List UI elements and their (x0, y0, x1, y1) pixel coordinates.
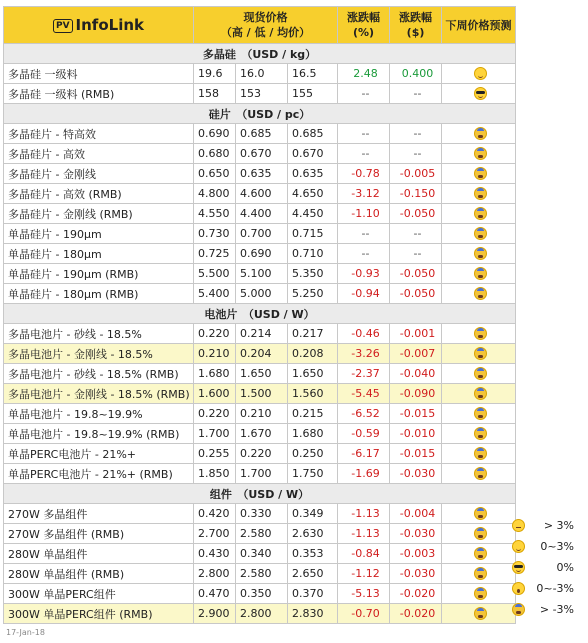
change-pct: -0.94 (338, 284, 390, 304)
price-avg: 2.650 (288, 564, 338, 584)
price-high: 0.255 (194, 444, 236, 464)
table-row (4, 244, 516, 264)
table-row (4, 584, 516, 604)
table-row (4, 404, 516, 424)
fear-face-icon (474, 187, 487, 200)
product-name: 单晶硅片 - 180μm (RMB) (4, 284, 194, 304)
price-avg: 0.370 (288, 584, 338, 604)
fear-face-icon (474, 207, 487, 220)
price-low: 0.220 (236, 444, 288, 464)
pv-logo-icon: PV (53, 19, 73, 33)
section-header (4, 304, 516, 324)
table-row (4, 504, 516, 524)
price-low: 0.204 (236, 344, 288, 364)
fear-face-icon (474, 367, 487, 380)
forecast-cell (442, 364, 516, 384)
forecast-cell (442, 204, 516, 224)
product-name: 单晶电池片 - 19.8~19.9% (4, 404, 194, 424)
product-name: 多晶硅片 - 金刚线 (RMB) (4, 204, 194, 224)
product-name: 300W 单晶PERC组件 (4, 584, 194, 604)
price-low: 0.685 (236, 124, 288, 144)
forecast-cell (442, 504, 516, 524)
price-avg: 0.670 (288, 144, 338, 164)
price-high: 2.900 (194, 604, 236, 624)
price-low: 0.350 (236, 584, 288, 604)
product-name: 270W 多晶组件 (RMB) (4, 524, 194, 544)
price-avg: 0.635 (288, 164, 338, 184)
change-pct: -5.45 (338, 384, 390, 404)
fear-face-icon (474, 147, 487, 160)
change-abs: -- (390, 224, 442, 244)
price-avg: 155 (288, 84, 338, 104)
price-avg: 1.750 (288, 464, 338, 484)
legend-item (512, 537, 574, 556)
change-pct: -0.84 (338, 544, 390, 564)
change-abs: -0.004 (390, 504, 442, 524)
price-avg: 4.650 (288, 184, 338, 204)
price-low: 4.400 (236, 204, 288, 224)
change-abs-unit: ($) (406, 26, 425, 39)
change-pct: -- (338, 224, 390, 244)
change-abs: -0.005 (390, 164, 442, 184)
change-pct: -- (338, 144, 390, 164)
price-table (3, 6, 516, 624)
product-name: 280W 单晶组件 (4, 544, 194, 564)
product-name: 多晶电池片 - 金刚线 - 18.5% (4, 344, 194, 364)
legend-item (512, 600, 574, 619)
price-high: 1.680 (194, 364, 236, 384)
price-low: 0.210 (236, 404, 288, 424)
change-pct: -0.70 (338, 604, 390, 624)
table-row (4, 344, 516, 364)
fear-face-icon (474, 527, 487, 540)
forecast-cell (442, 464, 516, 484)
change-abs: -0.050 (390, 264, 442, 284)
section-title: 组件 （USD / W） (4, 484, 516, 504)
fear-face-icon (474, 547, 487, 560)
change-abs: -- (390, 124, 442, 144)
price-avg: 0.715 (288, 224, 338, 244)
price-low: 0.700 (236, 224, 288, 244)
section-title: 电池片 （USD / W） (4, 304, 516, 324)
change-pct: 2.48 (338, 64, 390, 84)
section-header (4, 44, 516, 64)
change-pct: -1.13 (338, 504, 390, 524)
forecast-cell (442, 564, 516, 584)
price-low: 0.690 (236, 244, 288, 264)
price-low: 2.800 (236, 604, 288, 624)
fear-face-icon (474, 507, 487, 520)
table-row (4, 524, 516, 544)
fear-face-icon (474, 567, 487, 580)
change-pct: -1.13 (338, 524, 390, 544)
change-abs: -0.003 (390, 544, 442, 564)
price-low: 2.580 (236, 564, 288, 584)
price-high: 4.550 (194, 204, 236, 224)
change-pct: -6.52 (338, 404, 390, 424)
fear-face-icon (474, 327, 487, 340)
legend-label: 0% (556, 561, 574, 574)
change-abs: -0.030 (390, 464, 442, 484)
product-name: 单晶硅片 - 180μm (4, 244, 194, 264)
fear-face-icon (474, 347, 487, 360)
logo (4, 7, 194, 44)
table-row (4, 184, 516, 204)
price-avg: 1.560 (288, 384, 338, 404)
forecast-cell (442, 124, 516, 144)
price-avg: 0.217 (288, 324, 338, 344)
price-avg: 2.830 (288, 604, 338, 624)
table-row (4, 224, 516, 244)
cool-face-icon (512, 561, 525, 574)
table-row (4, 144, 516, 164)
table-row (4, 264, 516, 284)
product-name: 单晶硅片 - 190μm (RMB) (4, 264, 194, 284)
forecast-cell (442, 404, 516, 424)
product-name: 单晶PERC电池片 - 21%+ (RMB) (4, 464, 194, 484)
fear-face-icon (474, 467, 487, 480)
section-title: 多晶硅 （USD / kg） (4, 44, 516, 64)
forecast-cell (442, 584, 516, 604)
price-low: 1.650 (236, 364, 288, 384)
forecast-cell (442, 224, 516, 244)
price-avg: 16.5 (288, 64, 338, 84)
price-high: 5.400 (194, 284, 236, 304)
forecast-cell (442, 344, 516, 364)
change-pct: -- (338, 124, 390, 144)
price-avg: 1.680 (288, 424, 338, 444)
table-header (4, 7, 516, 44)
price-low: 1.670 (236, 424, 288, 444)
price-low: 1.700 (236, 464, 288, 484)
price-avg: 2.630 (288, 524, 338, 544)
price-low: 0.214 (236, 324, 288, 344)
legend-label: 0~3% (540, 540, 574, 553)
price-high: 0.730 (194, 224, 236, 244)
change-abs: -- (390, 244, 442, 264)
change-pct: -- (338, 244, 390, 264)
forecast-cell (442, 544, 516, 564)
footer-date: 17-Jan-18 (6, 628, 45, 637)
product-name: 单晶PERC电池片 - 21%+ (4, 444, 194, 464)
change-abs: -- (390, 84, 442, 104)
change-pct: -3.12 (338, 184, 390, 204)
change-pct: -1.69 (338, 464, 390, 484)
fear-face-icon (474, 427, 487, 440)
price-high: 1.600 (194, 384, 236, 404)
price-header (194, 7, 338, 44)
fear-face-icon (474, 447, 487, 460)
fear-face-icon (474, 407, 487, 420)
forecast-cell (442, 164, 516, 184)
table-row (4, 364, 516, 384)
change-pct: -0.59 (338, 424, 390, 444)
product-name: 多晶硅 一级料 (RMB) (4, 84, 194, 104)
price-title: 现货价格 (243, 11, 288, 24)
change-abs: -0.020 (390, 584, 442, 604)
forecast-cell (442, 444, 516, 464)
product-name: 多晶硅片 - 金刚线 (4, 164, 194, 184)
price-avg: 0.349 (288, 504, 338, 524)
section-header (4, 104, 516, 124)
legend-item (512, 579, 574, 598)
price-high: 0.210 (194, 344, 236, 364)
price-avg: 4.450 (288, 204, 338, 224)
price-high: 2.800 (194, 564, 236, 584)
shock-face-icon (512, 582, 525, 595)
forecast-cell (442, 64, 516, 84)
fear-face-icon (474, 607, 487, 620)
change-pct: -5.13 (338, 584, 390, 604)
price-high: 1.850 (194, 464, 236, 484)
forecast-cell (442, 284, 516, 304)
price-avg: 0.250 (288, 444, 338, 464)
change-pct: -- (338, 84, 390, 104)
price-high: 0.680 (194, 144, 236, 164)
price-high: 0.420 (194, 504, 236, 524)
price-low: 0.635 (236, 164, 288, 184)
forecast-cell (442, 324, 516, 344)
product-name: 300W 单晶PERC组件 (RMB) (4, 604, 194, 624)
table-row (4, 284, 516, 304)
change-abs: -0.020 (390, 604, 442, 624)
forecast-cell (442, 84, 516, 104)
price-high: 4.800 (194, 184, 236, 204)
product-name: 多晶硅 一级料 (4, 64, 194, 84)
fear-face-icon (474, 387, 487, 400)
product-name: 单晶硅片 - 190μm (4, 224, 194, 244)
table-row (4, 464, 516, 484)
forecast-cell (442, 524, 516, 544)
change-abs: -0.015 (390, 444, 442, 464)
price-avg: 0.208 (288, 344, 338, 364)
price-low: 5.100 (236, 264, 288, 284)
change-pct-title: 涨跌幅 (347, 11, 381, 24)
table-row (4, 544, 516, 564)
price-high: 2.700 (194, 524, 236, 544)
section-header (4, 484, 516, 504)
change-abs: -0.150 (390, 184, 442, 204)
forecast-cell (442, 604, 516, 624)
product-name: 多晶硅片 - 高效 (RMB) (4, 184, 194, 204)
change-abs: -0.090 (390, 384, 442, 404)
table-row (4, 124, 516, 144)
product-name: 多晶电池片 - 金刚线 - 18.5% (RMB) (4, 384, 194, 404)
forecast-cell (442, 424, 516, 444)
price-high: 158 (194, 84, 236, 104)
legend-item (512, 558, 574, 577)
table-row (4, 384, 516, 404)
change-pct: -6.17 (338, 444, 390, 464)
price-subtitle: （高 / 低 / 均价） (220, 26, 311, 39)
forecast-cell (442, 264, 516, 284)
forecast-cell (442, 144, 516, 164)
product-name: 270W 多晶组件 (4, 504, 194, 524)
price-avg: 0.353 (288, 544, 338, 564)
forecast-cell (442, 244, 516, 264)
change-abs-title: 涨跌幅 (399, 11, 433, 24)
change-abs: -0.015 (390, 404, 442, 424)
price-low: 5.000 (236, 284, 288, 304)
product-name: 多晶电池片 - 砂线 - 18.5% (RMB) (4, 364, 194, 384)
legend-label: 0~-3% (536, 582, 574, 595)
change-pct: -0.93 (338, 264, 390, 284)
product-name: 多晶硅片 - 特高效 (4, 124, 194, 144)
price-avg: 5.250 (288, 284, 338, 304)
fear-face-icon (474, 167, 487, 180)
change-abs: 0.400 (390, 64, 442, 84)
price-high: 0.430 (194, 544, 236, 564)
change-pct: -0.46 (338, 324, 390, 344)
table-row (4, 324, 516, 344)
legend-label: > 3% (543, 519, 574, 532)
price-high: 0.650 (194, 164, 236, 184)
change-pct: -2.37 (338, 364, 390, 384)
change-pct: -1.10 (338, 204, 390, 224)
fear-face-icon (474, 127, 487, 140)
table-row (4, 564, 516, 584)
change-pct: -1.12 (338, 564, 390, 584)
change-abs: -0.040 (390, 364, 442, 384)
price-low: 4.600 (236, 184, 288, 204)
price-low: 0.330 (236, 504, 288, 524)
price-low: 153 (236, 84, 288, 104)
smile-face-icon (474, 67, 487, 80)
price-low: 16.0 (236, 64, 288, 84)
price-high: 0.470 (194, 584, 236, 604)
price-avg: 5.350 (288, 264, 338, 284)
price-low: 1.500 (236, 384, 288, 404)
change-pct-unit: (%) (352, 26, 375, 39)
table-row (4, 204, 516, 224)
fear-face-icon (474, 267, 487, 280)
price-low: 0.340 (236, 544, 288, 564)
price-high: 5.500 (194, 264, 236, 284)
logo-text: InfoLink (75, 16, 144, 35)
table-row (4, 64, 516, 84)
fear-face-icon (474, 287, 487, 300)
change-abs: -0.050 (390, 284, 442, 304)
product-name: 多晶电池片 - 砂线 - 18.5% (4, 324, 194, 344)
price-avg: 0.710 (288, 244, 338, 264)
table-row (4, 424, 516, 444)
change-abs: -- (390, 144, 442, 164)
table-row (4, 444, 516, 464)
change-pct: -0.78 (338, 164, 390, 184)
cool-face-icon (474, 87, 487, 100)
price-low: 0.670 (236, 144, 288, 164)
price-high: 0.725 (194, 244, 236, 264)
product-name: 280W 单晶组件 (RMB) (4, 564, 194, 584)
legend-item (512, 516, 574, 535)
product-name: 单晶电池片 - 19.8~19.9% (RMB) (4, 424, 194, 444)
table-row (4, 84, 516, 104)
table-row (4, 604, 516, 624)
forecast-cell (442, 384, 516, 404)
fear-face-icon (474, 247, 487, 260)
price-high: 0.220 (194, 324, 236, 344)
price-high: 19.6 (194, 64, 236, 84)
legend-label: > -3% (539, 603, 574, 616)
price-avg: 0.215 (288, 404, 338, 424)
price-avg: 0.685 (288, 124, 338, 144)
change-pct-header (338, 7, 390, 44)
fear-face-icon (474, 227, 487, 240)
product-name: 多晶硅片 - 高效 (4, 144, 194, 164)
change-abs: -0.001 (390, 324, 442, 344)
change-abs: -0.007 (390, 344, 442, 364)
change-abs: -0.030 (390, 564, 442, 584)
table-row (4, 164, 516, 184)
change-pct: -3.26 (338, 344, 390, 364)
meh-face-icon (512, 519, 525, 532)
change-abs-header (390, 7, 442, 44)
price-high: 1.700 (194, 424, 236, 444)
price-low: 2.580 (236, 524, 288, 544)
fear-face-icon (512, 603, 525, 616)
price-high: 0.220 (194, 404, 236, 424)
fear-face-icon (474, 587, 487, 600)
section-title: 硅片 （USD / pc） (4, 104, 516, 124)
smile-face-icon (512, 540, 525, 553)
price-high: 0.690 (194, 124, 236, 144)
forecast-cell (442, 184, 516, 204)
change-abs: -0.030 (390, 524, 442, 544)
change-abs: -0.010 (390, 424, 442, 444)
forecast-header: 下周价格预测 (442, 7, 516, 44)
price-avg: 1.650 (288, 364, 338, 384)
change-abs: -0.050 (390, 204, 442, 224)
